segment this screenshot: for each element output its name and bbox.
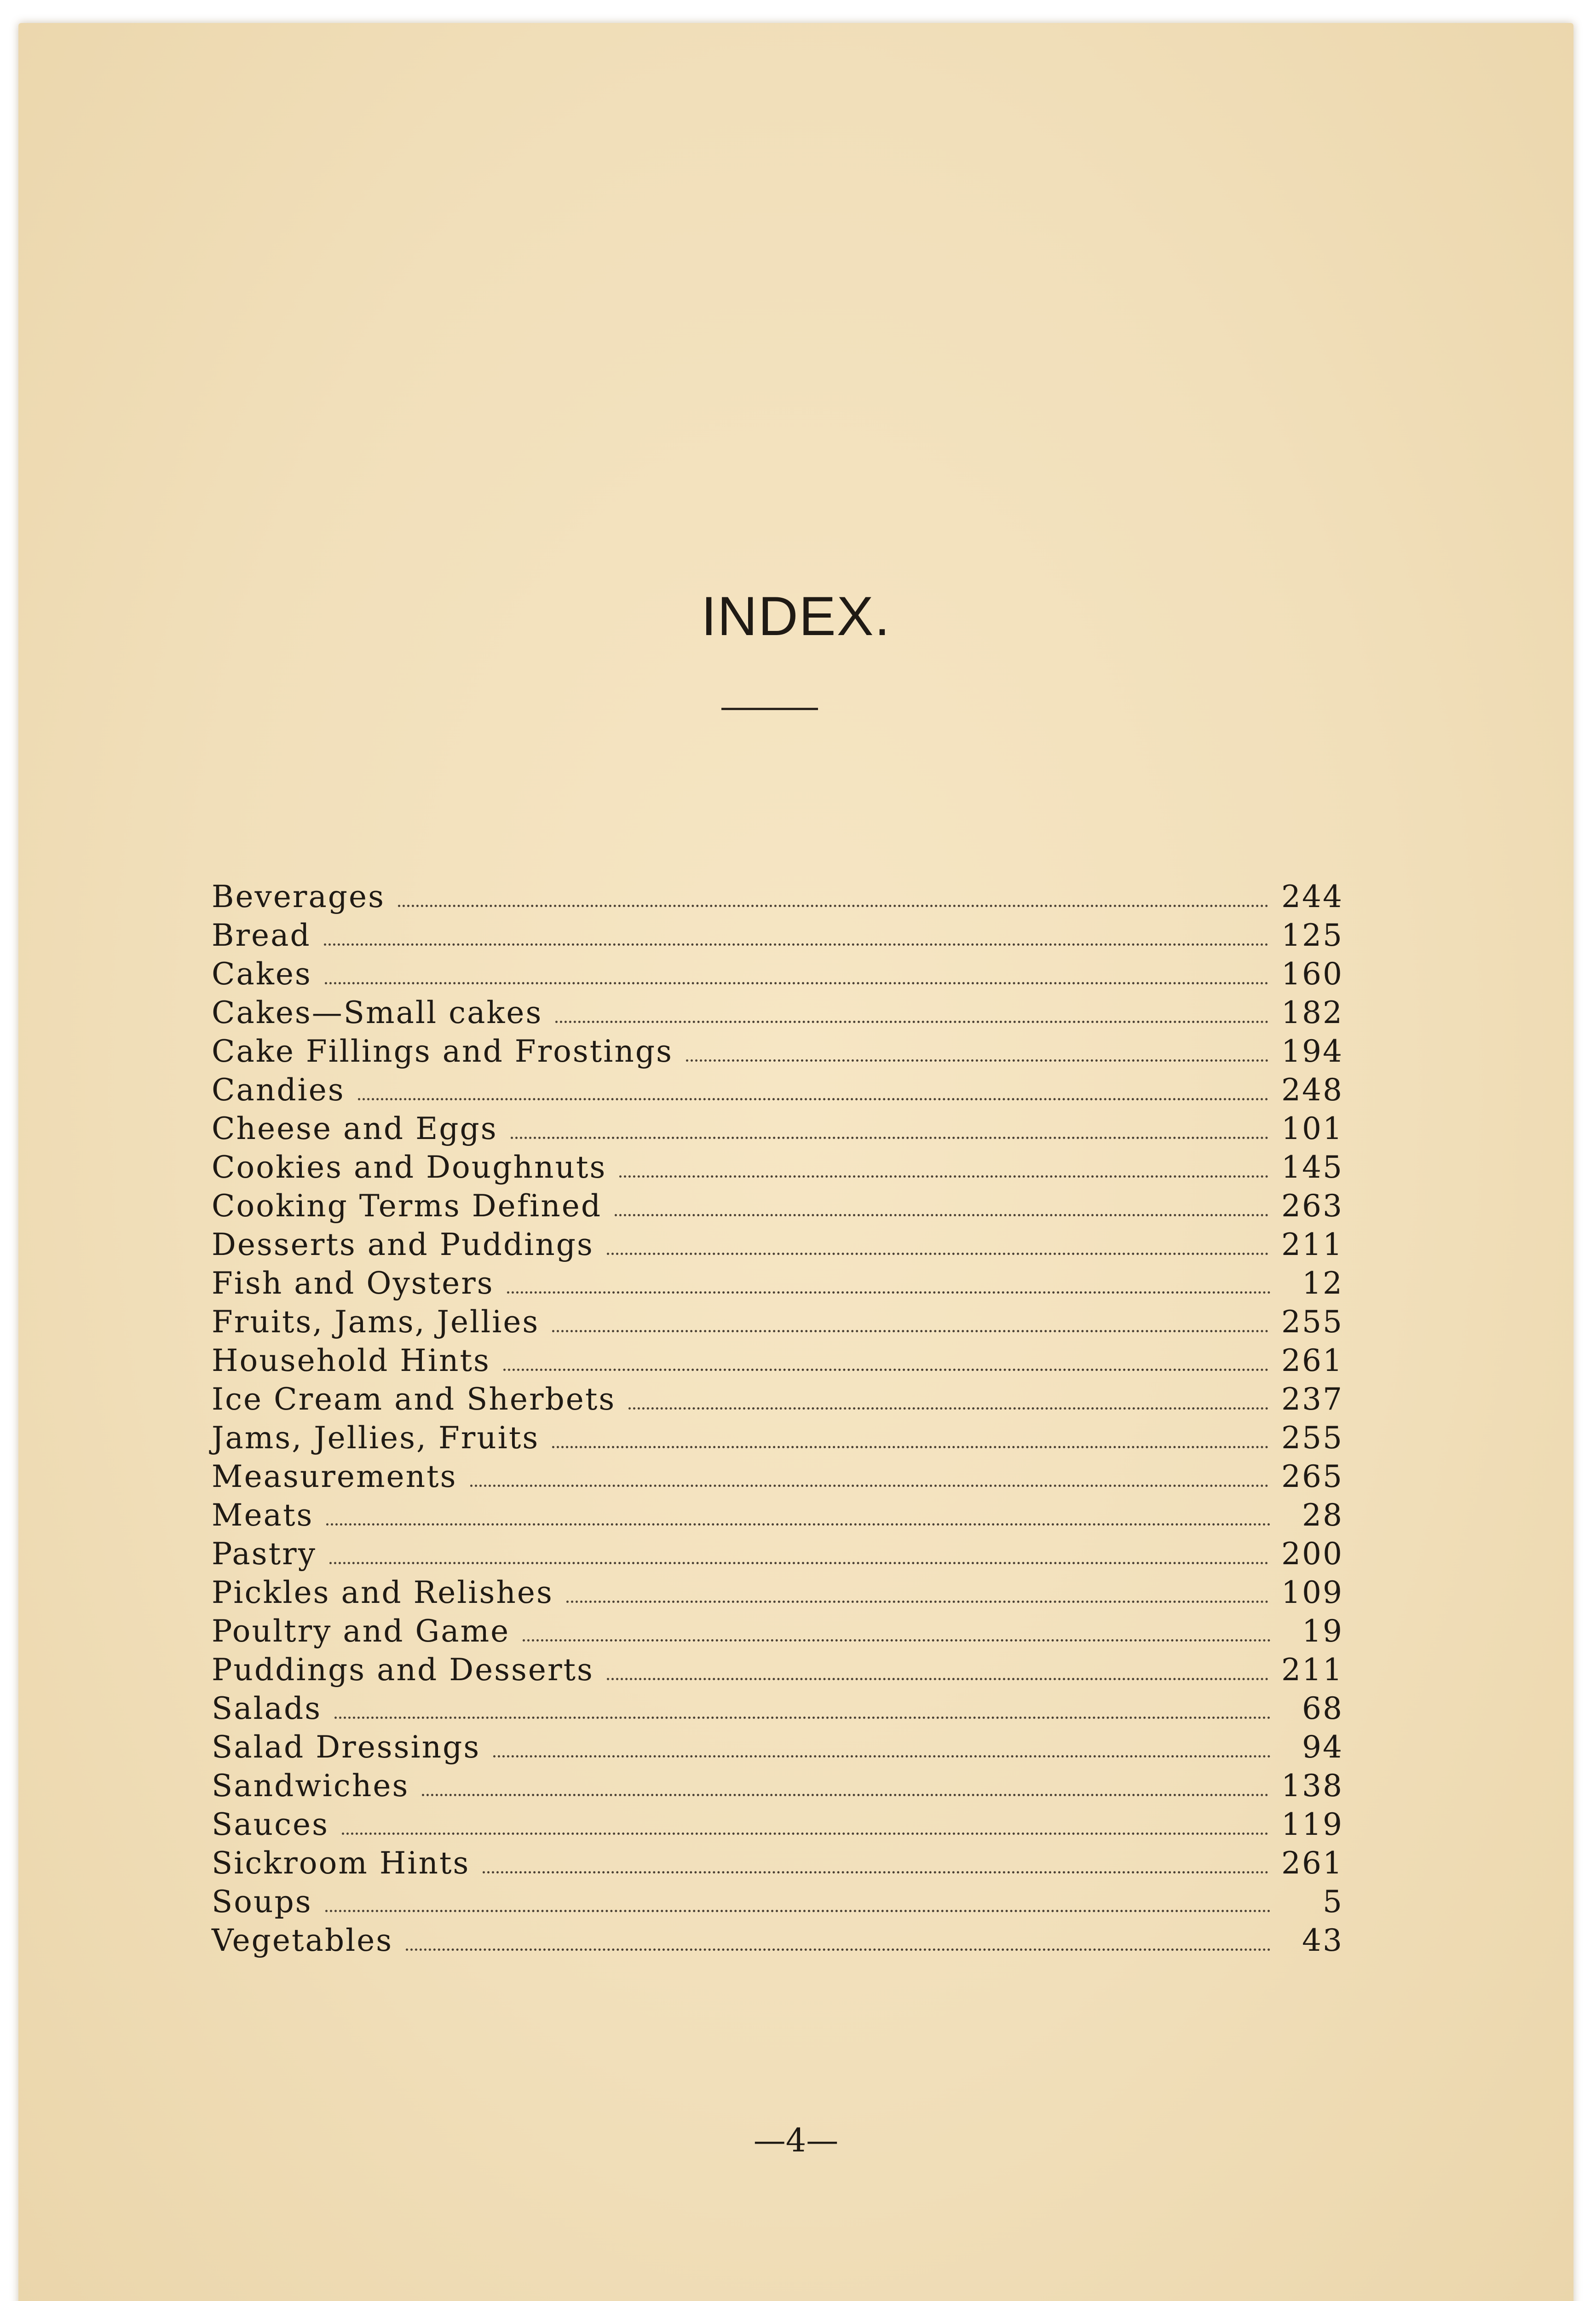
dot-leader <box>523 1639 1271 1642</box>
index-entry <box>212 995 1343 1034</box>
dot-leader <box>325 982 1268 984</box>
entry-page-number: 211 <box>1281 1652 1343 1688</box>
entry-page-number: 109 <box>1281 1575 1343 1610</box>
entry-label: Fish and Oysters <box>212 1266 494 1301</box>
entry-label: Cake Fillings and Frostings <box>212 1034 674 1069</box>
index-entry <box>212 1497 1343 1536</box>
index-entry <box>212 1188 1343 1227</box>
index-entry <box>212 1304 1343 1343</box>
entry-page-number: 244 <box>1281 879 1343 914</box>
dot-leader <box>483 1871 1268 1873</box>
entry-page-number: 125 <box>1281 918 1343 953</box>
entry-label: Sickroom Hints <box>212 1845 470 1881</box>
entry-label: Pickles and Relishes <box>212 1575 553 1610</box>
dot-leader <box>511 1137 1268 1139</box>
index-entry <box>212 1034 1343 1072</box>
entry-label: Fruits, Jams, Jellies <box>212 1304 540 1340</box>
dot-leader <box>507 1291 1271 1294</box>
index-entry <box>212 1807 1343 1845</box>
index-entry <box>212 879 1343 918</box>
index-entry <box>212 1111 1343 1150</box>
entry-page-number: 94 <box>1302 1729 1343 1765</box>
dot-leader <box>615 1214 1268 1216</box>
dot-leader <box>503 1369 1268 1371</box>
entry-page-number: 211 <box>1281 1227 1343 1262</box>
entry-page-number: 101 <box>1281 1111 1343 1146</box>
entry-page-number: 255 <box>1281 1304 1343 1340</box>
dot-leader <box>552 1330 1268 1332</box>
index-entry <box>212 1691 1343 1729</box>
index-entry <box>212 1382 1343 1420</box>
dot-leader <box>325 1910 1271 1912</box>
entry-label: Poultry and Game <box>212 1613 510 1649</box>
dot-leader <box>607 1678 1268 1680</box>
dot-leader <box>607 1253 1268 1255</box>
entry-page-number: 200 <box>1281 1536 1343 1572</box>
dot-leader <box>493 1755 1271 1758</box>
page-number: —4— <box>753 2122 839 2159</box>
index-entry <box>212 1266 1343 1304</box>
index-entry <box>212 956 1343 995</box>
entry-page-number: 194 <box>1281 1034 1343 1069</box>
entry-page-number: 263 <box>1281 1188 1343 1224</box>
index-list <box>212 879 1343 1961</box>
entry-page-number: 28 <box>1302 1497 1343 1533</box>
entry-label: Sandwiches <box>212 1768 409 1804</box>
dot-leader <box>358 1098 1268 1100</box>
dot-leader <box>619 1175 1268 1178</box>
index-entry <box>212 1072 1343 1111</box>
entry-label: Salad Dressings <box>212 1729 481 1765</box>
dot-leader <box>324 943 1268 946</box>
dot-leader <box>686 1059 1268 1062</box>
index-entry <box>212 1768 1343 1807</box>
dot-leader <box>398 905 1268 907</box>
dot-leader <box>334 1717 1271 1719</box>
entry-page-number: 160 <box>1281 956 1343 992</box>
page-title: INDEX. <box>701 585 891 647</box>
entry-label: Jams, Jellies, Fruits <box>212 1420 540 1456</box>
index-entry <box>212 1575 1343 1613</box>
entry-page-number: 145 <box>1281 1150 1343 1185</box>
entry-label: Household Hints <box>212 1343 490 1378</box>
dot-leader <box>422 1794 1268 1796</box>
dot-leader <box>406 1948 1271 1951</box>
entry-label: Cheese and Eggs <box>212 1111 498 1146</box>
index-entry <box>212 1923 1343 1961</box>
entry-label: Candies <box>212 1072 345 1108</box>
entry-page-number: 237 <box>1281 1382 1343 1417</box>
dot-leader <box>555 1021 1268 1023</box>
entry-label: Sauces <box>212 1807 329 1842</box>
index-entry <box>212 1845 1343 1884</box>
index-entry <box>212 1536 1343 1575</box>
index-entry <box>212 1343 1343 1382</box>
dot-leader <box>326 1523 1271 1526</box>
index-entry <box>212 1420 1343 1459</box>
index-entry <box>212 1884 1343 1923</box>
entry-label: Desserts and Puddings <box>212 1227 594 1262</box>
entry-label: Pastry <box>212 1536 317 1572</box>
dot-leader <box>566 1601 1268 1603</box>
entry-label: Bread <box>212 918 311 953</box>
entry-page-number: 261 <box>1281 1343 1343 1378</box>
entry-label: Vegetables <box>212 1923 393 1958</box>
entry-label: Ice Cream and Sherbets <box>212 1382 616 1417</box>
entry-page-number: 182 <box>1281 995 1343 1030</box>
dot-leader <box>342 1833 1268 1835</box>
entry-page-number: 43 <box>1302 1923 1343 1958</box>
index-entry <box>212 1652 1343 1691</box>
entry-label: Puddings and Desserts <box>212 1652 594 1688</box>
entry-page-number: 119 <box>1281 1807 1343 1842</box>
entry-label: Meats <box>212 1497 314 1533</box>
entry-page-number: 138 <box>1281 1768 1343 1804</box>
entry-label: Cakes <box>212 956 312 992</box>
dot-leader <box>552 1446 1268 1448</box>
index-entry <box>212 918 1343 956</box>
entry-label: Cookies and Doughnuts <box>212 1150 607 1185</box>
entry-page-number: 255 <box>1281 1420 1343 1456</box>
entry-page-number: 68 <box>1302 1691 1343 1726</box>
entry-label: Cooking Terms Defined <box>212 1188 602 1224</box>
entry-label: Beverages <box>212 879 385 914</box>
dot-leader <box>329 1562 1268 1564</box>
index-entry <box>212 1227 1343 1266</box>
entry-label: Soups <box>212 1884 312 1919</box>
entry-page-number: 248 <box>1281 1072 1343 1108</box>
book-page <box>18 23 1573 2301</box>
entry-label: Cakes—Small cakes <box>212 995 543 1030</box>
index-entry <box>212 1613 1343 1652</box>
index-entry <box>212 1150 1343 1188</box>
title-rule <box>721 708 818 710</box>
entry-page-number: 19 <box>1302 1613 1343 1649</box>
dot-leader <box>628 1407 1268 1410</box>
entry-page-number: 12 <box>1302 1266 1343 1301</box>
entry-page-number: 5 <box>1323 1884 1343 1919</box>
entry-page-number: 265 <box>1281 1459 1343 1494</box>
entry-label: Measurements <box>212 1459 457 1494</box>
index-entry <box>212 1729 1343 1768</box>
dot-leader <box>470 1485 1269 1487</box>
entry-page-number: 261 <box>1281 1845 1343 1881</box>
entry-label: Salads <box>212 1691 322 1726</box>
index-entry <box>212 1459 1343 1497</box>
